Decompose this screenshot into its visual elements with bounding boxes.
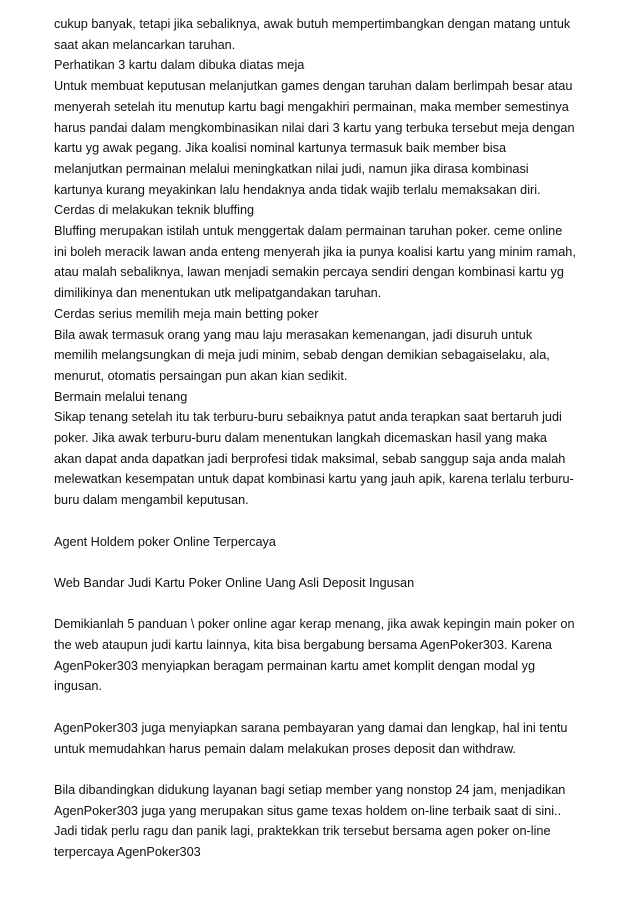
text-line: poker. Jika awak terburu-buru dalam menentukan langkah dicemaskan hasil yang maka [54, 431, 547, 446]
text-line: Cerdas di melakukan teknik bluffing [54, 203, 255, 218]
text-line: kartu yg awak pegang. Jika koalisi nominal kartunya termasuk baik member bisa [54, 141, 507, 156]
text-line: dimilikinya dan menentukan utk melipatgandakan taruhan. [54, 286, 382, 301]
text-line: cukup banyak, tetapi jika sebaliknya, awak butuh mempertimbangkan dengan matang untuk [54, 17, 571, 31]
paragraph-gap [54, 759, 594, 780]
text-line: menurut, otomatis persaingan pun akan kian sedikit. [54, 368, 348, 383]
text-line: Perhatikan 3 kartu dalam dibuka diatas meja [54, 58, 305, 73]
text-line: Bila awak termasuk orang yang mau laju merasakan kemenangan, jadi disuruh untuk [54, 327, 533, 342]
paragraph-gap [54, 594, 594, 615]
text-line: harus pandai dalam mengkombinasikan nilai dari 3 kartu yang terbuka tersebut meja dengan [54, 120, 575, 135]
text-line: Bila dibandingkan didukung layanan bagi setiap member yang nonstop 24 jam, menjadikan [54, 782, 566, 797]
text-line: melewatkan kesempatan untuk dapat kombinasi kartu yang jauh apik, karena terlalu terburu- [54, 472, 574, 487]
text-line: atau malah sebaliknya, lawan menjadi semakin percaya sendiri dengan kombinasi kartu yg [54, 265, 564, 280]
text-line: memilih melangsungkan di meja judi minim, sebab dengan demikian sebagaiselaku, ala, [54, 348, 550, 363]
text-line: AgenPoker303 juga yang merupakan situs game texas holdem on-line terbaik saat di sini.. [54, 803, 562, 818]
text-line: akan dapat anda dapatkan jadi berprofesi tidak maksimal, sebab sanggup saja anda malah [54, 451, 566, 466]
text-line: Untuk membuat keputusan melanjutkan games dengan taruhan dalam berlimpah besar atau [54, 79, 573, 94]
text-line: Bermain melalui tenang [54, 389, 188, 404]
text-line: kartunya kurang meyakinkan lalu hendaknya anda tidak wajib terlalu memaksakan diri. [54, 182, 541, 197]
text-line: Cerdas serius memilih meja main betting poker [54, 306, 319, 321]
paragraph-gap [54, 697, 594, 718]
text-line: terpercaya AgenPoker303 [54, 845, 201, 860]
text-line: ini boleh meracik lawan anda enteng menyerah jika ia punya koalisi kartu yang minim ramah, [54, 244, 576, 259]
text-line: Demikianlah 5 panduan \ poker online agar kerap menang, jika awak kepingin main poker on [54, 617, 575, 632]
text-line: ingusan. [54, 679, 102, 694]
text-line: menyerah setelah itu menutup kartu bagi mengakhiri permainan, maka member semestinya [54, 99, 569, 114]
text-line: Jadi tidak perlu ragu dan panik lagi, praktekkan trik tersebut bersama agen poker on-line [54, 824, 551, 839]
text-line: Sikap tenang setelah itu tak terburu-buru sebaiknya patut anda terapkan saat bertaruh judi [54, 410, 562, 425]
text-line: Web Bandar Judi Kartu Poker Online Uang Asli Deposit Ingusan [54, 575, 415, 590]
text-line: saat akan melancarkan taruhan. [54, 37, 236, 52]
text-line: the web ataupun judi kartu lainnya, kita bisa bergabung bersama AgenPoker303. Karena [54, 638, 552, 653]
text-line: Agent Holdem poker Online Terpercaya [54, 534, 276, 549]
text-line: AgenPoker303 juga menyiapkan sarana pembayaran yang damai dan lengkap, hal ini tentu [54, 720, 568, 735]
paragraph-gap [54, 552, 594, 573]
text-line: buru dalam mengambil keputusan. [54, 493, 249, 508]
paragraph-gap [54, 511, 594, 532]
text-line: Bluffing merupakan istilah untuk menggertak dalam permainan taruhan poker. ceme online [54, 224, 563, 239]
text-line: AgenPoker303 menyiapkan beragam permainan kartu amet komplit dengan modal yg [54, 658, 535, 673]
document-body [54, 14, 594, 863]
text-line: untuk memudahkan harus pemain dalam melakukan proses deposit dan withdraw. [54, 741, 516, 756]
text-line: melanjutkan permainan melalui meningkatkan nilai judi, namun jika dirasa kombinasi [54, 161, 529, 176]
